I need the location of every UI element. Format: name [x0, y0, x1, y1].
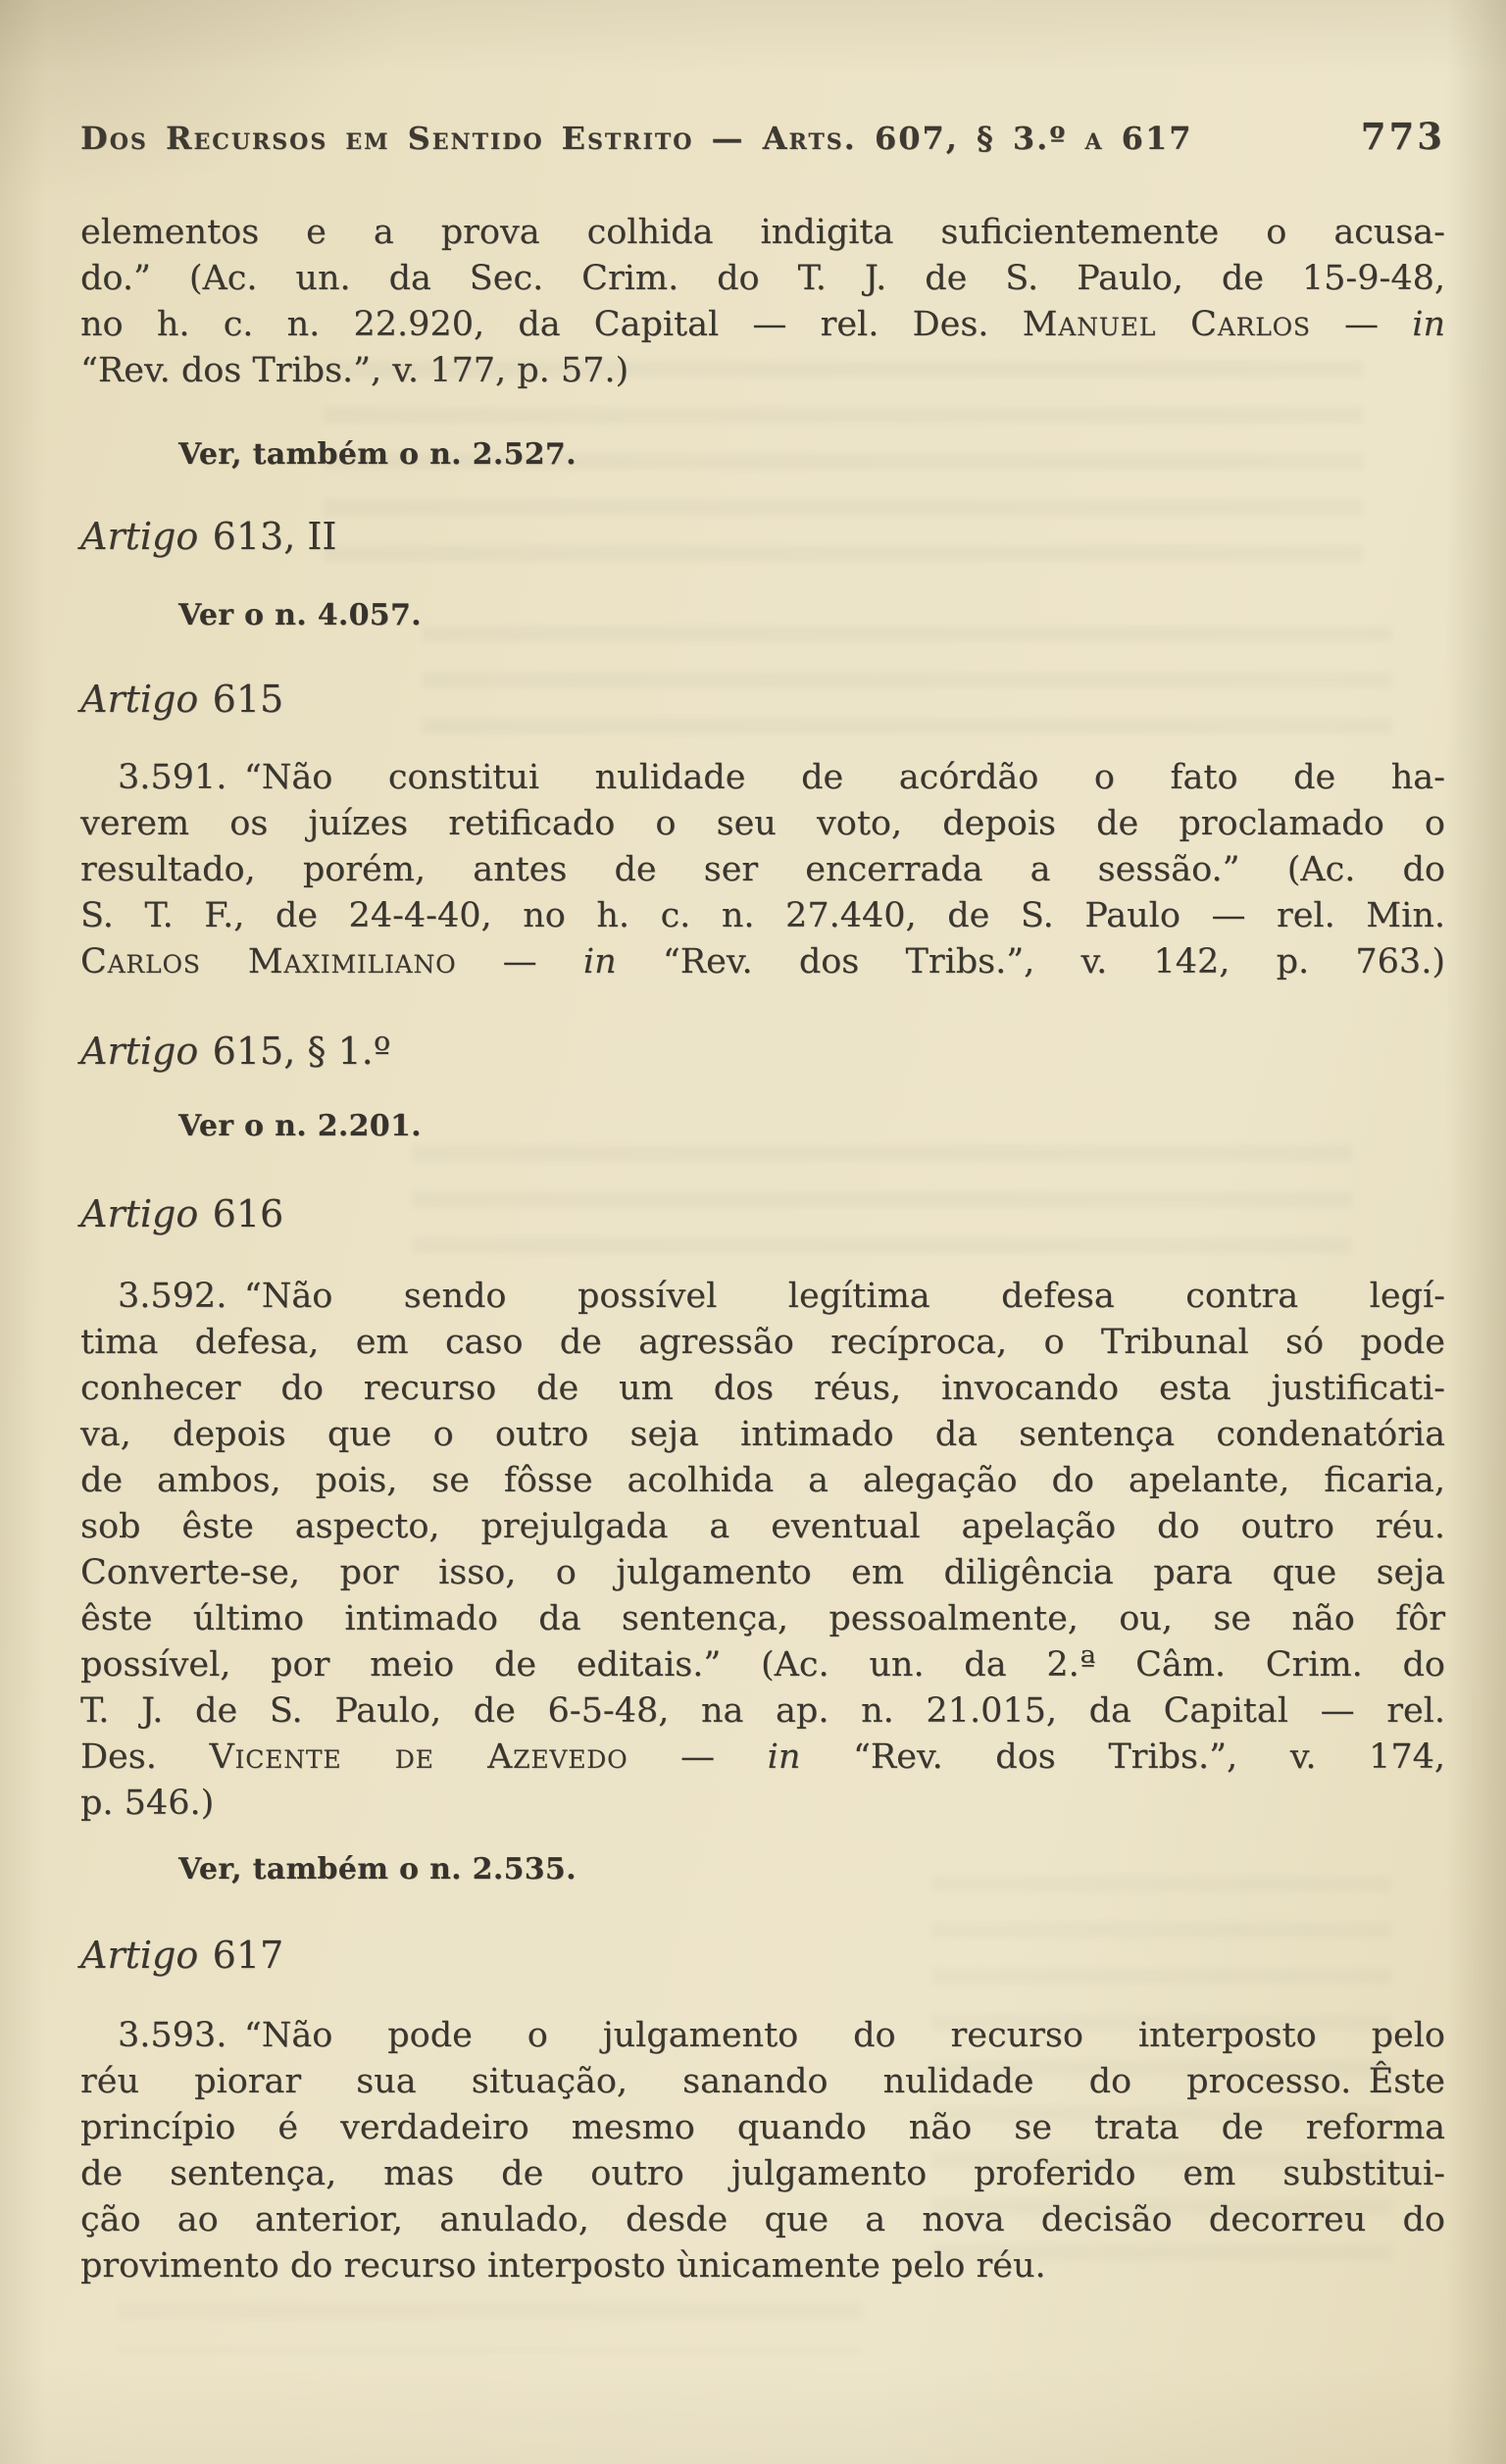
- text-segment: —: [628, 1737, 768, 1777]
- text-line: “Rev. dos Tribs.”, v. 177, p. 57.): [80, 351, 629, 390]
- text-line: princípio é verdadeiro mesmo quando não se trata de reforma: [80, 2108, 1445, 2147]
- text-line: ção ao anterior, anulado, desde que a nova decisão decorreu do: [80, 2200, 1445, 2239]
- text-segment: —: [1310, 305, 1413, 344]
- text-line: [80, 1735, 1445, 1781]
- text-line: tima defesa, em caso de agressão recíproca, o Tribunal só pode: [80, 1323, 1445, 1362]
- running-header: [80, 116, 1445, 159]
- running-header-title: Dos Recursos em Sentido Estrito — Arts. 607, § 3.º a 617: [80, 120, 1193, 157]
- cross-reference-note: Ver, também o n. 2.535.: [178, 1852, 577, 1886]
- text-line: [80, 302, 1445, 348]
- article-heading-615: [80, 677, 1445, 722]
- text-line: de sentença, mas de outro julgamento proferido em substitui-: [80, 2154, 1445, 2193]
- artigo-word: Artigo: [80, 1030, 199, 1073]
- jurist-name: Manuel Carlos: [1022, 305, 1311, 344]
- text-line: sob êste aspecto, prejulgada a eventual apelação do outro réu.: [80, 1507, 1445, 1546]
- text-segment: no h. c. n. 22.920, da Capital — rel. Des.: [80, 305, 1023, 344]
- text-block: [80, 116, 1445, 2289]
- text-line: verem os juízes retificado o seu voto, depois de proclamado o: [80, 804, 1445, 843]
- artigo-number: 615, § 1.º: [212, 1030, 391, 1073]
- text-line: possível, por meio de editais.” (Ac. un. da 2.ª Câm. Crim. do: [80, 1645, 1445, 1685]
- bleed-through-artifact: [118, 2285, 863, 2353]
- text-line: do.” (Ac. un. da Sec. Crim. do T. J. de S. Paulo, de 15-9-48,: [80, 259, 1445, 298]
- artigo-word: Artigo: [80, 678, 199, 721]
- text-line: 3.593. “Não pode o julgamento do recurso interposto pelo: [118, 2016, 1445, 2055]
- page-number: 773: [1360, 115, 1445, 158]
- text-line: 3.591. “Não constitui nulidade de acórdão o fato de ha-: [118, 758, 1445, 797]
- artigo-number: 613, II: [212, 515, 337, 558]
- cross-reference-note: Ver o n. 2.201.: [178, 1109, 422, 1143]
- artigo-number: 615: [212, 678, 284, 721]
- paragraph-3592: [80, 1274, 1445, 1827]
- article-heading-615-par1: [80, 1029, 1445, 1074]
- latin-in: in: [1412, 305, 1445, 344]
- text-line: Converte-se, por isso, o julgamento em diligência para que seja: [80, 1553, 1445, 1592]
- paragraph-3591: [80, 755, 1445, 985]
- text-line: S. T. F., de 24-4-40, no h. c. n. 27.440, de S. Paulo — rel. Min.: [80, 896, 1445, 935]
- cross-reference-note: Ver o n. 4.057.: [178, 598, 422, 632]
- artigo-word: Artigo: [80, 515, 199, 558]
- text-line: resultado, porém, antes de ser encerrada a sessão.” (Ac. do: [80, 850, 1445, 889]
- paragraph-3593: [80, 2013, 1445, 2289]
- artigo-number: 617: [212, 1934, 284, 1977]
- jurist-name: Carlos Maximiliano: [80, 942, 457, 981]
- article-heading-617: [80, 1933, 1445, 1978]
- latin-in: in: [582, 942, 617, 981]
- paragraph-continuation: [80, 210, 1445, 394]
- artigo-word: Artigo: [80, 1934, 199, 1977]
- article-heading-613: [80, 514, 1445, 559]
- text-segment: —: [456, 942, 583, 981]
- text-line: conhecer do recurso de um dos réus, invocando esta justificati-: [80, 1369, 1445, 1408]
- text-line: p. 546.): [80, 1784, 215, 1823]
- text-segment: “Rev. dos Tribs.”, v. 174,: [800, 1737, 1445, 1777]
- text-line: va, depois que o outro seja intimado da sentença condenatória: [80, 1415, 1445, 1454]
- jurist-name: Vicente de Azevedo: [209, 1737, 628, 1777]
- artigo-word: Artigo: [80, 1192, 199, 1235]
- cross-reference-note: Ver, também o n. 2.527.: [178, 437, 577, 472]
- text-line: T. J. de S. Paulo, de 6-5-48, na ap. n. 21.015, da Capital — rel.: [80, 1691, 1445, 1731]
- article-heading-616: [80, 1191, 1445, 1236]
- artigo-number: 616: [212, 1192, 284, 1235]
- text-line: [80, 939, 1445, 985]
- text-line: de ambos, pois, se fôsse acolhida a alegação do apelante, ficaria,: [80, 1461, 1445, 1500]
- text-segment: “Rev. dos Tribs.”, v. 142, p. 763.): [616, 942, 1445, 981]
- text-line: êste último intimado da sentença, pessoalmente, ou, se não fôr: [80, 1599, 1445, 1638]
- text-line: 3.592. “Não sendo possível legítima defesa contra legí-: [118, 1277, 1445, 1316]
- text-line: elementos e a prova colhida indigita suficientemente o acusa-: [80, 213, 1445, 252]
- text-segment: Des.: [80, 1737, 210, 1777]
- text-line: réu piorar sua situação, sanando nulidade do processo. Êste: [80, 2062, 1445, 2101]
- latin-in: in: [767, 1737, 801, 1777]
- text-line: provimento do recurso interposto ùnicamente pelo réu.: [80, 2246, 1046, 2286]
